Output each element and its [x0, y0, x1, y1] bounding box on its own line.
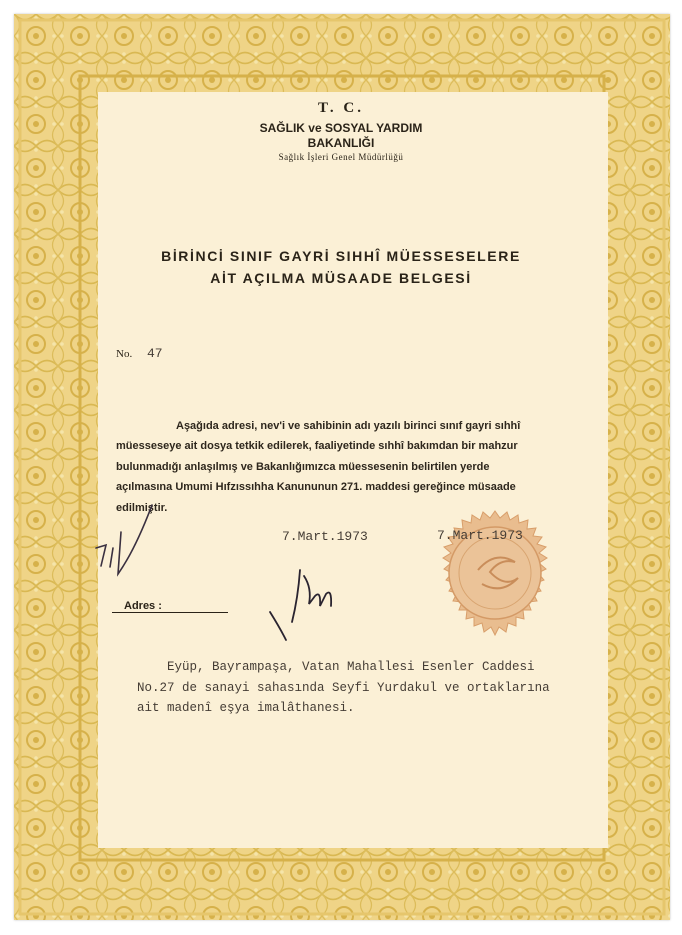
seal-date-stamp: 7.Mart.1973 — [437, 528, 523, 543]
number-label: No. — [116, 348, 133, 360]
certificate-title-line2: AİT AÇILMA MÜSAADE BELGESİ — [210, 270, 472, 286]
address-line: No.27 de sanayi sahasında Seyfi Yurdakul ve ortaklarına — [137, 681, 550, 695]
certificate-title-line1: BİRİNCİ SINIF GAYRİ SIHHÎ MÜESSESELERE — [161, 248, 521, 264]
certificate-number: 47 — [147, 346, 163, 361]
issue-date: 7.Mart.1973 — [282, 529, 368, 544]
body-text-line: Aşağıda adresi, nev'i ve sahibinin adı yazılı birinci sınıf gayri sıhhî — [176, 420, 521, 432]
body-text-line: müesseseye ait dosya tetkik edilerek, faaliyetinde sıhhî bakımdan bir mahzur — [116, 440, 518, 452]
body-text-line: açılmasına Umumi Hıfzıssıhha Kanununun 271. maddesi gereğince müsaade — [116, 481, 516, 493]
address-underline — [112, 612, 228, 613]
ministry-name-line1: SAĞLIK ve SOSYAL YARDIM — [259, 121, 423, 135]
address-label: Adres : — [124, 600, 162, 612]
address-line: ait madenî eşya imalâthanesi. — [137, 701, 355, 715]
ministry-name-line2: BAKANLIĞI — [307, 136, 375, 150]
department-name: Sağlık İşleri Genel Müdürlüğü — [278, 152, 404, 162]
body-text-line: edilmiştir. — [116, 502, 168, 514]
country-heading: T. C. — [318, 100, 364, 116]
address-line: Eyüp, Bayrampaşa, Vatan Mahallesi Esenler Caddesi — [167, 660, 535, 674]
body-text-line: bulunmadığı anlaşılmış ve Bakanlığımızca müessesenin belirtilen yerde — [116, 461, 490, 473]
embossed-seal — [420, 500, 570, 650]
